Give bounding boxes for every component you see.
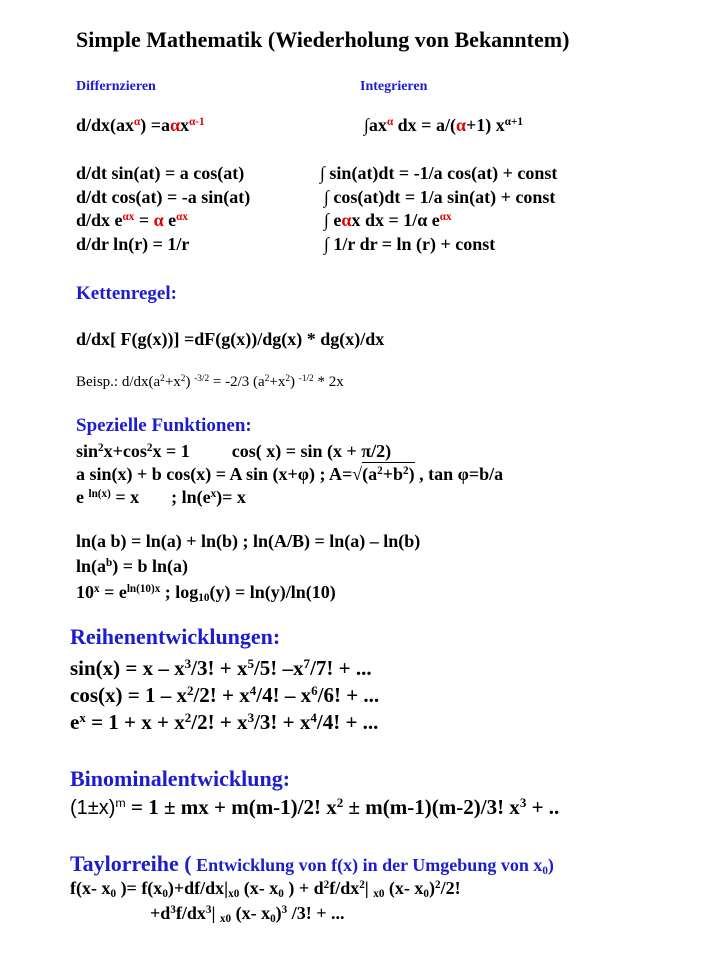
trig-identity: $\sin^2x+\cos^2x = 1$ cos( x) = sin (x + π/2) — [76, 441, 392, 461]
binomial-heading: Binominalentwicklung: — [70, 766, 291, 791]
integral-power-rule: $\int ax^\alpha$ dx = a/(α+1) $x^{\alpha+1}$ — [364, 115, 523, 135]
derivative-cos: d/dt cos(at) = -a sin(at) — [76, 187, 251, 207]
exp-series: $e^x = 1 + x + x^2/2$! + $x^3/3$! + $x^4/4$! + ... — [70, 709, 379, 734]
amplitude-phase-formula: a sin(x) + b cos(x) = A sin (x+φ) ; $A=√(a^2+b^2)$ , tan φ=b/a — [76, 464, 504, 484]
special-functions-heading: Spezielle Funktionen: — [76, 415, 252, 436]
derivative-power-rule: $d/dx(ax^\alpha) =a\alpha x^{\alpha-1}$ — [76, 115, 205, 135]
integration-heading: Integrieren — [360, 79, 428, 94]
page-title: Simple Mathematik (Wiederholung von Bekanntem) — [76, 27, 570, 52]
chain-rule-heading: Kettenregel: — [76, 283, 177, 304]
taylor-line-1: f(x- $x_0$ )= $f(x_0)+df/dx|_{x0}$ (x- $x_0$ ) + $d^2f/dx^2|$ $_{x0}$ (x- $x_0)^2/2$! — [70, 878, 461, 900]
chain-rule-formula: d/dx[ F(g(x))] =dF(g(x))/dg(x) * dg(x)/dx — [76, 329, 385, 349]
series-heading: Reihenentwicklungen: — [70, 624, 281, 649]
binomial-formula: $(1\pm x)^m = 1$ ± mx + m(m-1)/2! $x^2 \pm m(m-1)(m-2)/3$! $x^3$ + .. — [70, 794, 560, 819]
log-base-change: $10^x = e^{ln(10)x}$ ; $\log_{10}(y) = \ln(y)/\ln(10)$ — [76, 582, 336, 604]
exp-ln-identity: e $^{ln(x)}$ = x ; $\ln(e^x)= x$ — [76, 487, 246, 507]
derivative-ln: d/dr ln(r) = 1/r — [76, 234, 190, 254]
integral-ln: ∫ 1/r dr = ln (r) + const — [324, 234, 496, 254]
sin-series: $\sin(x) = x - x^3/3$! + $x^5/5$! $-x^7/7$! + ... — [70, 655, 372, 680]
cos-series: $\cos(x) = 1 - x^2/2$! + $x^4/4$! – $x^6/6$! + ... — [70, 682, 380, 707]
derivative-exp: d/dx $e^{\alpha x} = \alpha$ $e^{\alpha x}$ — [76, 210, 188, 230]
differentiation-heading: Differnzieren — [76, 79, 156, 94]
log-power-rule: $\ln(a^b) = b$ ln(a) — [76, 556, 188, 576]
integral-cos: ∫ cos(at)dt = 1/a sin(at) + const — [324, 187, 556, 207]
derivative-sin: d/dt sin(at) = a cos(at) — [76, 163, 245, 183]
taylor-heading: Taylorreihe ( Entwicklung von f(x) in der Umgebung von $x_0$) — [70, 851, 554, 877]
log-product-rule: ln(a b) = ln(a) + ln(b) ; ln(A/B) = ln(a) – ln(b) — [76, 531, 421, 551]
integral-exp: ∫ eαx dx = 1/α $e^{\alpha x}$ — [324, 210, 452, 230]
taylor-line-2: $+d^3f/dx^3|$ $_{x0}$ (x- $x_0)^3$ /3! + ... — [150, 903, 345, 925]
chain-rule-example: Beisp.: $d/dx(a^2+x^2) ^{-3/2} = -2/3$ $(a^2+x^2)$ $^{-1/2}$ * 2x — [76, 373, 344, 390]
integral-sin: ∫ sin(at)dt = -1/a cos(at) + const — [320, 163, 558, 183]
